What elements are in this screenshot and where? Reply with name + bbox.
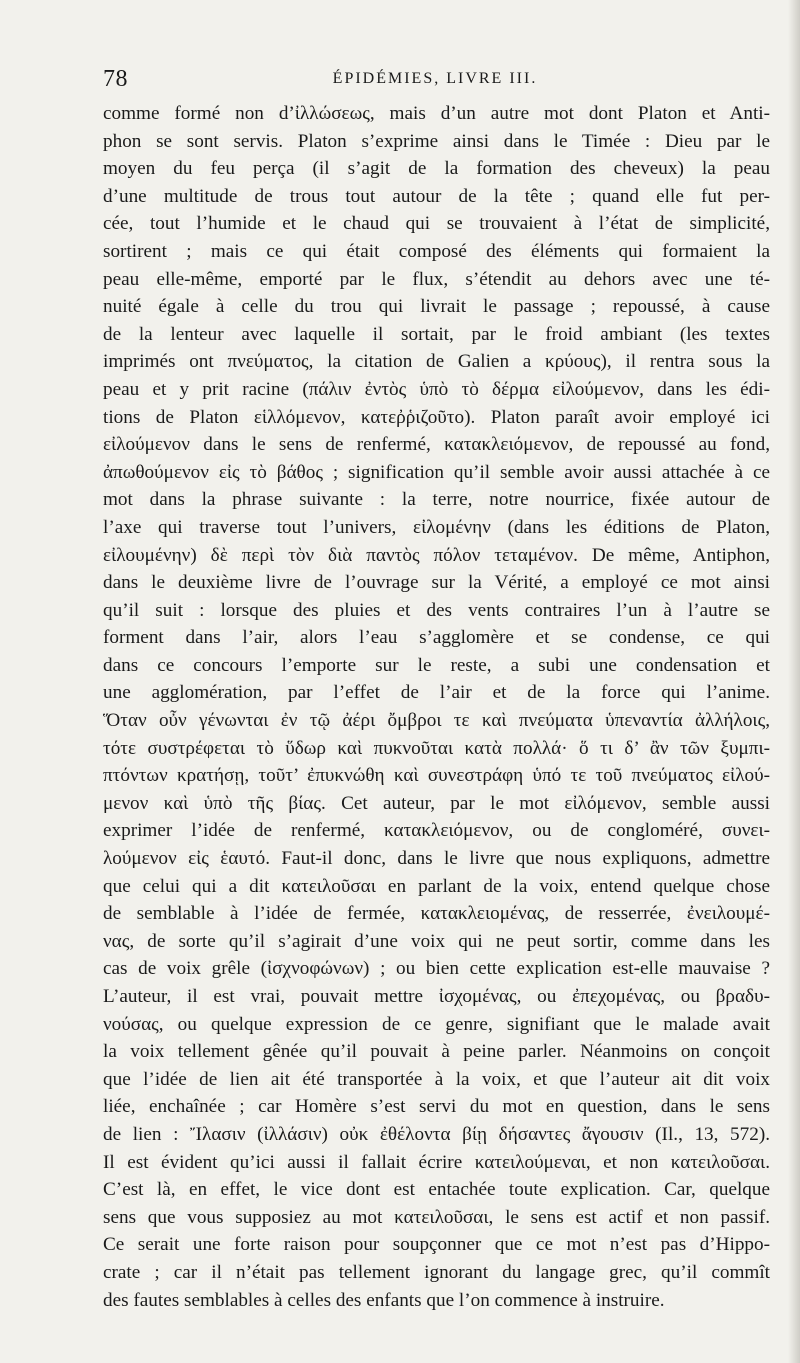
text-line: exprimer l’idée de renfermé, κατακλειόμενον, ou de congloméré, συνει- — [103, 820, 770, 842]
text-line: qu’il suit : lorsque des pluies et des vents contraires l’un à l’autre se — [103, 599, 770, 621]
running-head — [103, 66, 767, 96]
text-line: de lien : Ἴλασιν (ἰλλάσιν) οὐκ ἐθέλοντα βίῃ δήσαντες ἄγουσιν (Il., 13, 572). — [103, 1123, 770, 1145]
text-line: cas de voix grêle (ἰσχνοφώνων) ; ou bien cette explication est-elle mauvaise ? — [103, 958, 770, 980]
text-line: phon se sont servis. Platon s’exprime ainsi dans le Timée : Dieu par le — [103, 130, 770, 152]
text-line: νούσας, ou quelque expression de ce genre, signifiant que le malade avait — [103, 1013, 770, 1035]
text-line: nuité égale à celle du trou qui livrait le passage ; repoussé, à cause — [103, 296, 770, 318]
text-line: ἀπωθούμενον εἰς τὸ βάθος ; signification qu’il semble avoir aussi attachée à ce — [103, 461, 770, 483]
text-line: λούμενον εἰς ἑαυτό. Faut-il donc, dans le livre que nous expliquons, admettre — [103, 848, 770, 870]
body-text — [103, 100, 770, 1314]
text-line: imprimés ont πνεύματος, la citation de Galien a κρύους), il rentra sous la — [103, 351, 770, 373]
text-line: une agglomération, par l’effet de l’air et de la force qui l’anime. — [103, 682, 770, 704]
text-line: peau et y prit racine (πάλιν ἐντὸς ὑπὸ τὸ δέρμα εἰλούμενον, dans les édi- — [103, 378, 770, 400]
text-line: Il est évident qu’ici aussi il fallait écrire κατειλούμεναι, et non κατειλοῦσαι. — [103, 1151, 770, 1173]
text-line: l’axe qui traverse tout l’univers, εἰλομένην (dans les éditions de Platon, — [103, 516, 770, 538]
text-line: peau elle-même, emporté par le flux, s’étendit au dehors avec une té- — [103, 268, 770, 290]
text-line: sortirent ; mais ce qui était composé des éléments qui formaient la — [103, 240, 770, 262]
text-line: Ce serait une forte raison pour soupçonner que ce mot n’est pas d’Hippo- — [103, 1234, 770, 1256]
text-line: liée, enchaînée ; car Homère s’est servi du mot en question, dans le sens — [103, 1096, 770, 1118]
text-line: L’auteur, il est vrai, pouvait mettre ἰσχομένας, ou ἐπεχομένας, ou βραδυ- — [103, 986, 770, 1007]
text-line: dans le deuxième livre de l’ouvrage sur la Vérité, a employé ce mot ainsi — [103, 572, 770, 594]
text-line: comme formé non d’ἰλλώσεως, mais d’un autre mot dont Platon et Anti- — [103, 103, 770, 124]
text-line: πτόντων κρατήσῃ, τοῦτ’ ἐπυκνώθη καὶ συνεστράφη ὑπό τε τοῦ πνεύματος εἰλού- — [103, 765, 770, 787]
text-line: d’une multitude de trous tout autour de la tête ; quand elle fut per- — [103, 185, 770, 207]
running-title: ÉPIDÉMIES, LIVRE III. — [332, 70, 538, 87]
text-line: crate ; car il n’était pas tellement ignorant du langage grec, qu’il commît — [103, 1261, 770, 1283]
page-number: 78 — [103, 66, 128, 92]
text-line: τότε συστρέφεται τὸ ὕδωρ καὶ πυκνοῦται κατὰ πολλά· ὅ τι δ’ ἂν τῶν ξυμπι- — [103, 737, 770, 759]
text-line: que celui qui a dit κατειλοῦσαι en parlant de la voix, entend quelque chose — [103, 875, 770, 897]
text-line: cée, tout l’humide et le chaud qui se trouvaient à l’état de simplicité, — [103, 213, 770, 235]
text-line: dans ce concours l’emporte sur le reste, a subi une condensation et — [103, 654, 770, 676]
text-line: que l’idée de lien ait été transportée à la voix, et que l’auteur ait dit voix — [103, 1068, 770, 1090]
text-line: νας, de sorte qu’il s’agirait d’une voix qui ne peut sortir, comme dans les — [103, 930, 770, 952]
text-line: des fautes semblables à celles des enfants que l’on commence à instruire. — [103, 1289, 665, 1311]
text-line: sens que vous supposiez au mot κατειλοῦσαι, le sens est actif et non passif. — [103, 1206, 770, 1228]
text-line: εἰλουμένην) δὲ περὶ τὸν διὰ παντὸς πόλον τεταμένον. De même, Antiphon, — [103, 544, 770, 566]
text-line: tions de Platon εἱλλόμενον, κατεῤῥιζοῦτο). Platon paraît avoir employé ici — [103, 406, 770, 428]
text-line: la voix tellement gênée qu’il pouvait à peine parler. Néanmoins on conçoit — [103, 1041, 770, 1063]
text-line: de semblable à l’idée de fermée, κατακλειομένας, de resserrée, ἐνειλουμέ- — [103, 903, 770, 925]
text-line: Ὅταν οὖν γένωνται ἐν τῷ ἀέρι ὄμβροι τε καὶ πνεύματα ὑπεναντία ἀλλήλοις, — [103, 710, 770, 732]
text-line: εἰλούμενον dans le sens de renfermé, κατακλειόμενον, de repoussé au fond, — [103, 434, 770, 456]
text-line: moyen du feu perça (il s’agit de la formation des cheveux) la peau — [103, 158, 770, 180]
text-line: forment dans l’air, alors l’eau s’agglomère et se condense, ce qui — [103, 627, 770, 649]
text-line: mot dans la phrase suivante : la terre, notre nourrice, fixée autour de — [103, 489, 770, 511]
text-line: C’est là, en effet, le vice dont est entachée toute explication. Car, quelque — [103, 1179, 770, 1201]
text-line: de la lenteur avec laquelle il sortait, par le froid ambiant (les textes — [103, 323, 770, 345]
text-line: μενον καὶ ὑπὸ τῆς βίας. Cet auteur, par le mot εἰλόμενον, semble aussi — [103, 792, 770, 814]
